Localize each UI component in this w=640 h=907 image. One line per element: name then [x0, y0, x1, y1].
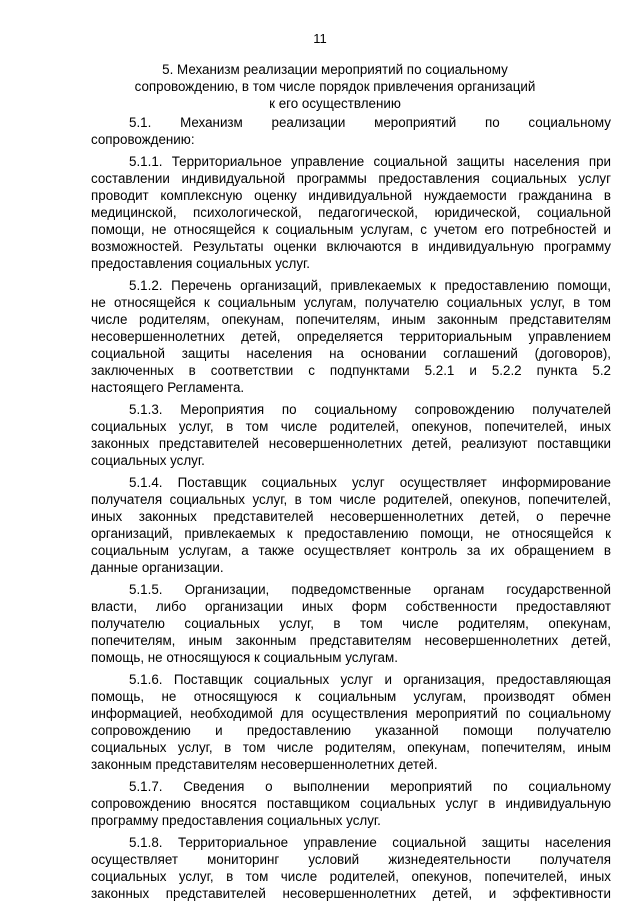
paragraph-line: законным представителям несовершеннолетних детей. — [91, 757, 438, 772]
paragraph-line: не относящейся к социальным услугам, получателю социальных услуг, в том — [91, 295, 611, 310]
paragraph-line: данные организации. — [91, 560, 224, 575]
paragraph-line: получателю социальных услуг, в том числе родителям, опекунам, — [91, 616, 611, 631]
paragraph-line: помощь, не относящуюся к социальным услугам. — [91, 650, 398, 665]
paragraph-line: 5.1.5. Организации, подведомственные органам государственной — [129, 582, 611, 597]
paragraph-line: медицинской, психологической, педагогической, юридической, социальной — [91, 205, 611, 220]
paragraph-line: несовершеннолетних детей, определяется территориальным управлением — [91, 329, 611, 344]
paragraph-line: 5.1. Механизм реализации мероприятий по социальному — [129, 115, 611, 130]
paragraph-line: попечителям, иным законным представителям несовершеннолетних детей, — [91, 633, 611, 648]
page-number: 11 — [313, 31, 327, 46]
paragraph — [91, 277, 611, 396]
paragraph — [91, 581, 611, 666]
paragraph — [91, 671, 611, 773]
paragraph-line: социальных услуг, в том числе родителей, опекунов, попечителей, иных — [91, 869, 611, 884]
paragraph-line: информацией, необходимой для осуществления мероприятий по социальному — [91, 706, 611, 721]
paragraph-line: заключенных в соответствии с подпунктами 5.2.1 и 5.2.2 пункта 5.2 — [91, 363, 611, 378]
paragraph-line: 5.1.1. Территориальное управление социальной защиты населения при — [129, 154, 611, 169]
paragraph-line: проводит комплексную оценку индивидуальной нуждаемости гражданина в — [91, 188, 611, 203]
paragraph-line: 5.1.8. Территориальное управление социальной защиты населения — [129, 835, 611, 850]
paragraph — [91, 153, 611, 272]
heading-line: к его осуществлению — [269, 96, 401, 111]
paragraph-line: предоставления социальных услуг. — [91, 256, 310, 271]
paragraph-line: иных законных представителей несовершеннолетних детей, о перечне — [91, 509, 611, 524]
paragraph — [91, 834, 611, 902]
paragraph-line: 5.1.3. Мероприятия по социальному сопровождению получателей — [129, 402, 611, 417]
paragraph-line: помощь, не относящуюся к социальным услугам, производят обмен — [91, 689, 611, 704]
paragraph-line: составлении индивидуальной программы предоставления социальных услуг — [91, 171, 611, 186]
paragraph-line: получателя социальных услуг, в том числе родителей, опекунов, попечителей, — [91, 492, 611, 507]
paragraph-line: законных представителей несовершеннолетних детей, и эффективности — [91, 886, 611, 901]
paragraph-line: помощи, не относящейся к социальным услугам, с учетом его потребностей и — [91, 222, 611, 237]
paragraph — [91, 778, 611, 829]
paragraph-line: программу предоставления социальных услуг. — [91, 813, 381, 828]
section-heading — [100, 61, 570, 112]
paragraph-line: социальной защиты населения на основании соглашений (договоров), — [91, 346, 611, 361]
paragraph-line: социальных услуг, в том числе родителям, опекунам, попечителям, иным — [91, 740, 611, 755]
paragraph — [91, 114, 611, 148]
paragraph-line: числе родителям, опекунам, попечителям, иным законным представителям — [91, 312, 611, 327]
paragraph-line: социальных услуг, в том числе родителей, опекунов, попечителей, иных — [91, 419, 611, 434]
paragraph-line: сопровождению вносятся поставщиком социальных услуг в индивидуальную — [91, 796, 611, 811]
paragraph-line: настоящего Регламента. — [91, 380, 245, 395]
paragraph-line: возможностей. Результаты оценки включаются в индивидуальную программу — [91, 239, 611, 254]
paragraph-line: 5.1.2. Перечень организаций, привлекаемых к предоставлению помощи, — [129, 278, 611, 293]
heading-line: сопровождению, в том числе порядок привлечения организаций — [134, 79, 536, 94]
paragraph-line: 5.1.6. Поставщик социальных услуг и организация, предоставляющая — [129, 672, 611, 687]
paragraph — [91, 401, 611, 469]
paragraph — [91, 474, 611, 576]
paragraph-line: власти, либо организации иных форм собственности предоставляют — [91, 599, 611, 614]
paragraph-line: социальных услуг. — [91, 453, 205, 468]
document-body — [91, 114, 611, 907]
paragraph-line: сопровождению: — [91, 132, 195, 147]
paragraph-line: организаций, привлекаемых к предоставлению помощи, не относящейся к — [91, 526, 611, 541]
paragraph-line: сопровождению и предоставлению указанной помощи получателю — [91, 723, 611, 738]
paragraph-line: социальным услугам, а также осуществляет контроль за их обращением в — [91, 543, 611, 558]
paragraph-line: осуществляет мониторинг условий жизнедеятельности получателя — [91, 852, 611, 867]
paragraph-line: 5.1.7. Сведения о выполнении мероприятий по социальному — [129, 779, 611, 794]
paragraph-line: законных представителей несовершеннолетних детей, реализуют поставщики — [91, 436, 611, 451]
paragraph-line: 5.1.4. Поставщик социальных услуг осуществляет информирование — [129, 475, 611, 490]
heading-line: 5. Механизм реализации мероприятий по социальному — [162, 62, 508, 77]
